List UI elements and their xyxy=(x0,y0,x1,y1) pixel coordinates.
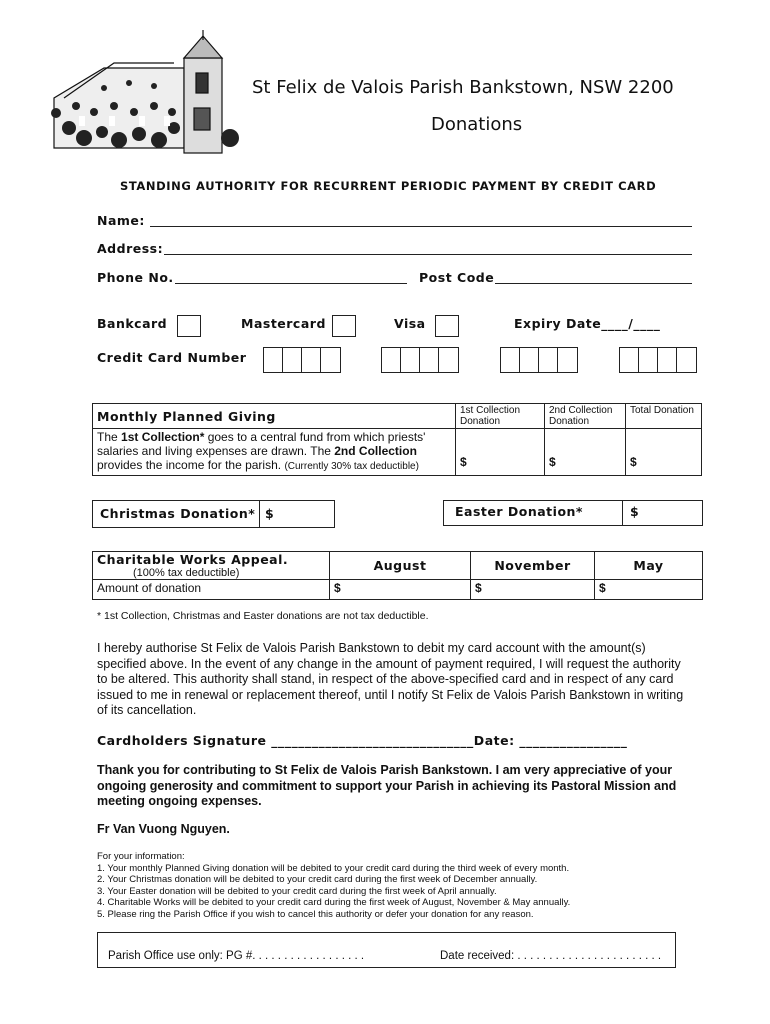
info-item: 2. Your Christmas donation will be debited to your credit card during the first week of December annually. xyxy=(97,874,538,885)
bankcard-label: Bankcard xyxy=(97,316,168,331)
col-1st-collection: 1st Collection Donation xyxy=(456,404,545,429)
col-total: Total Donation xyxy=(626,404,702,429)
charity-amount-november[interactable]: $ xyxy=(471,580,595,600)
phone-field[interactable] xyxy=(175,283,407,284)
church-illustration-icon xyxy=(44,28,244,168)
postcode-label: Post Code xyxy=(419,270,495,285)
name-label: Name: xyxy=(97,213,145,228)
info-item: 4. Charitable Works will be debited to your credit card during the first week of August, November & May annually. xyxy=(97,897,571,908)
form-title: STANDING AUTHORITY FOR RECURRENT PERIODIC PAYMENT BY CREDIT CARD xyxy=(120,179,657,193)
total-amount[interactable]: $ xyxy=(626,429,702,476)
christmas-amount[interactable]: $ xyxy=(265,506,275,521)
priest-name: Fr Van Vuong Nguyen. xyxy=(97,822,230,836)
visa-label: Visa xyxy=(394,316,426,331)
date-received-field[interactable]: Date received: . . . . . . . . . . . . . . . . . . . . . . . xyxy=(440,950,662,962)
card-number-label: Credit Card Number xyxy=(97,350,247,365)
card-digits-group-1[interactable] xyxy=(263,347,341,373)
charity-month-2: November xyxy=(471,552,595,580)
page-subtitle: Donations xyxy=(431,114,523,135)
charity-amount-may[interactable]: $ xyxy=(595,580,703,600)
first-collection-amount[interactable]: $ xyxy=(456,429,545,476)
address-field[interactable] xyxy=(164,254,692,255)
card-digits-group-4[interactable] xyxy=(619,347,697,373)
monthly-heading: Monthly Planned Giving xyxy=(93,404,456,429)
charity-amount-august[interactable]: $ xyxy=(330,580,471,600)
easter-box xyxy=(443,500,703,526)
info-item: 5. Please ring the Parish Office if you wish to cancel this authority or defer your donation for any reason. xyxy=(97,908,534,920)
second-collection-amount[interactable]: $ xyxy=(545,429,626,476)
address-label: Address: xyxy=(97,241,164,256)
office-use-box xyxy=(97,932,676,968)
monthly-description: The 1st Collection* goes to a central fund from which priests' salaries and living expenses are drawn. The 2nd Collection provides the income for the parish. (Currently 30% tax deductible) xyxy=(93,429,456,476)
mastercard-checkbox[interactable] xyxy=(332,315,356,337)
christmas-label: Christmas Donation* xyxy=(100,506,256,521)
christmas-box xyxy=(92,500,335,528)
footnote: * 1st Collection, Christmas and Easter donations are not tax deductible. xyxy=(97,610,429,622)
name-field[interactable] xyxy=(150,226,692,227)
easter-amount[interactable]: $ xyxy=(630,504,640,519)
bankcard-checkbox[interactable] xyxy=(177,315,201,337)
charity-amount-label: Amount of donation xyxy=(93,580,330,600)
card-digits-group-3[interactable] xyxy=(500,347,578,373)
charity-heading: Charitable Works Appeal. (100% tax deductible) xyxy=(93,552,330,580)
phone-label: Phone No. xyxy=(97,270,174,285)
visa-checkbox[interactable] xyxy=(435,315,459,337)
info-item: 1. Your monthly Planned Giving donation will be debited to your credit card during the third week of every month. xyxy=(97,862,570,874)
info-list: For your information: 1. Your monthly Planned Giving donation will be debited to your credit card during the third week of every month. 2. Your Christmas donation will be debited to your credit card during the first week of December annually. 3. Your Easter donation will be debited to your credit card during the first week of April annually. 4. Charitable Works will be debited to your credit card during the first week of August, November & May annually. 5. Please ring the Parish Office if you wish to cancel this authority or defer your donation for any reason. xyxy=(97,851,697,920)
postcode-field[interactable] xyxy=(495,283,692,284)
col-2nd-collection: 2nd Collection Donation xyxy=(545,404,626,429)
authorisation-text: I hereby authorise St Felix de Valois Parish Bankstown to debit my card account with the amount(s) specified above. In the event of any change in the amount of payment required, I will request the authority to be altered. This authority shall stand, in respect of the above-specified card and in respect of any card issued to me in renewal or replacement thereof, until I notify St Felix de Valois Parish Bankstown in writing of its cancellation. xyxy=(97,641,684,717)
info-item: 3. Your Easter donation will be debited to your credit card during the first week of April annually. xyxy=(97,885,497,897)
parish-title: St Felix de Valois Parish Bankstown, NSW 2200 xyxy=(252,77,674,98)
expiry-label[interactable]: Expiry Date____/____ xyxy=(514,316,661,331)
easter-label: Easter Donation* xyxy=(455,504,583,519)
charity-month-3: May xyxy=(595,552,703,580)
pg-number-field[interactable]: Parish Office use only: PG #. . . . . . . . . . . . . . . . . . xyxy=(108,950,365,962)
card-digits-group-2[interactable] xyxy=(381,347,459,373)
charity-table xyxy=(92,551,703,600)
monthly-giving-table xyxy=(92,403,702,476)
charity-month-1: August xyxy=(330,552,471,580)
mastercard-label: Mastercard xyxy=(241,316,326,331)
thanks-text: Thank you for contributing to St Felix de Valois Parish Bankstown. I am very appreciative of your ongoing generosity and commitment to support your Parish in achieving its Pastoral Mission and meeting ongoing expenses. xyxy=(97,763,677,808)
signature-line[interactable]: Cardholders Signature ______________________________Date: ________________ xyxy=(97,733,628,748)
